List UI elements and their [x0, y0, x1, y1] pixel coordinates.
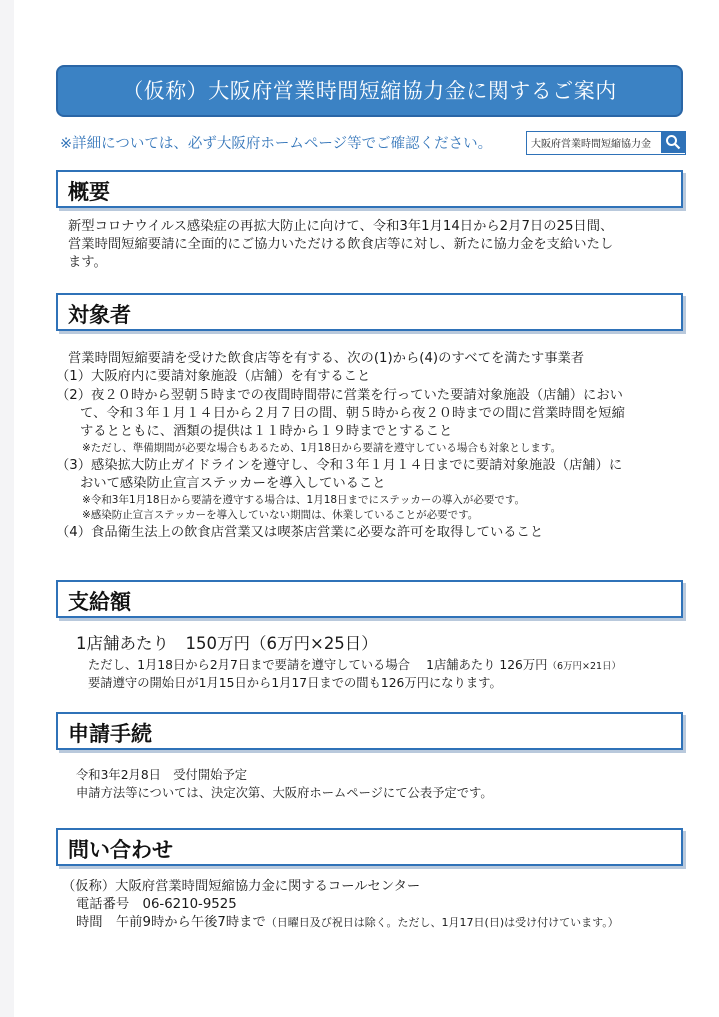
section-contact	[56, 828, 683, 866]
payment-note	[88, 656, 621, 676]
criteria-1: （1）大阪府内に要請対象施設（店舗）を有すること	[56, 369, 371, 384]
overview-line: 新型コロナウイルス感染症の再拡大防止に向けて、令和3年1月14日から2月7日の25日間、	[68, 219, 614, 234]
section-heading: 申請手続	[68, 722, 152, 746]
section-heading: 概要	[68, 180, 110, 204]
section-heading: 対象者	[68, 303, 131, 327]
section-overview	[56, 170, 683, 208]
contact-hours-main: 時間 午前9時から午後7時まで	[76, 915, 266, 930]
contact-hours-note: （日曜日及び祝日は除く。ただし、1月17日(日)は受け付けています。）	[265, 916, 619, 929]
payment-amount: 1店舗あたり 150万円（6万円×25日）	[76, 634, 378, 653]
criteria-2: て、令和３年１月１４日から２月７日の間、朝５時から夜２０時までの間に営業時間を短縮	[80, 406, 625, 421]
section-application	[56, 712, 683, 750]
section-heading: 支給額	[68, 590, 131, 614]
section-eligibility	[56, 293, 683, 331]
search-box[interactable]	[526, 131, 686, 155]
criteria-3-note: ※感染防止宣言ステッカーを導入していない期間は、休業していることが必要です。	[82, 509, 479, 521]
criteria-2: （2）夜２０時から翌朝５時までの夜間時間帯に営業を行っていた要請対象施設（店舗）におい	[56, 388, 623, 403]
search-button[interactable]	[661, 132, 685, 153]
criteria-4: （4）食品衛生法上の飲食店営業又は喫茶店営業に必要な許可を取得していること	[56, 525, 544, 540]
contact-hours	[76, 914, 619, 932]
criteria-3: おいて感染防止宣言ステッカーを導入していること	[80, 476, 386, 491]
overview-line: 営業時間短縮要請に全面的にご協力いただける飲食店等に対し、新たに協力金を支給いたし	[68, 237, 614, 252]
eligibility-intro: 営業時間短縮要請を受けた飲食店等を有する、次の(1)から(4)のすべてを満たす事業者	[68, 351, 585, 366]
criteria-3: （3）感染拡大防止ガイドラインを遵守し、令和３年１月１４日までに要請対象施設（店舗）に	[56, 458, 623, 473]
section-payment	[56, 580, 683, 618]
page-title: （仮称）大阪府営業時間短縮協力金に関するご案内	[56, 65, 683, 117]
notice-text: ※詳細については、必ず大阪府ホームページ等でご確認ください。	[60, 136, 493, 152]
payment-note-main: ただし、1月18日から2月7日まで要請を遵守している場合 1店舗あたり 126万円	[88, 658, 548, 672]
application-start: 令和3年2月8日 受付開始予定	[76, 768, 248, 782]
contact-center: （仮称）大阪府営業時間短縮協力金に関するコールセンター	[62, 879, 421, 894]
criteria-2: するとともに、酒類の提供は１１時から１９時までとすること	[80, 424, 453, 439]
search-icon	[665, 134, 681, 150]
criteria-3-note: ※令和3年1月18日から要請を遵守する場合は、1月18日までにステッカーの導入が必要です。	[82, 494, 526, 506]
contact-phone: 電話番号 06-6210-9525	[76, 897, 237, 912]
application-method: 申請方法等については、決定次第、大阪府ホームページにて公表予定です。	[76, 786, 493, 800]
section-heading: 問い合わせ	[68, 838, 173, 862]
payment-note: 要請遵守の開始日が1月15日から1月17日までの間も126万円になります。	[88, 676, 502, 690]
payment-note-formula: （6万円×21日）	[547, 661, 622, 672]
criteria-2-note: ※ただし、準備期間が必要な場合もあるため、1月18日から要請を遵守している場合も対象とします。	[82, 442, 562, 454]
search-text: 大阪府営業時間短縮協力金	[531, 139, 651, 150]
overview-line: ます。	[68, 255, 107, 270]
